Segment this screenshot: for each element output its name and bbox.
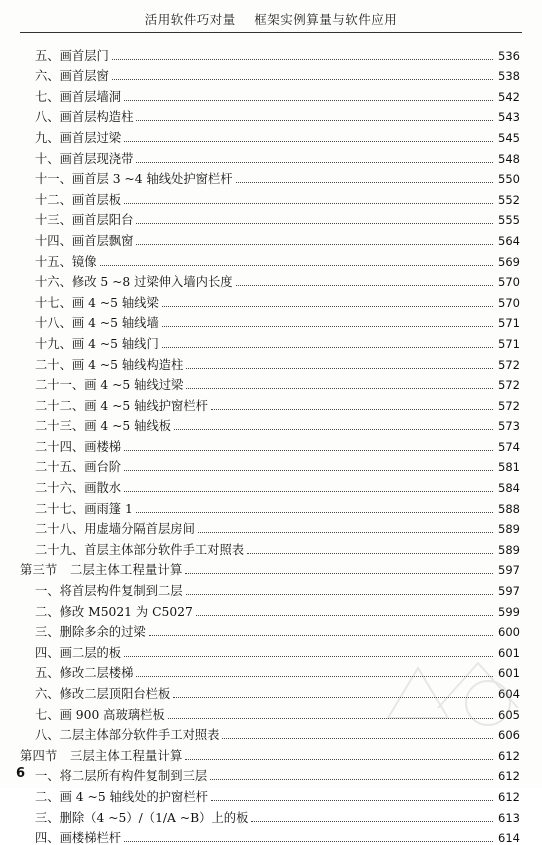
- toc-entry-title: 三、删除（4 ~5）/（1/A ~B）上的板: [35, 810, 249, 825]
- toc-entry-title: 四、画楼梯栏杆: [35, 831, 122, 845]
- toc-entry-page: 588: [498, 501, 520, 516]
- toc-entry: [0, 474, 542, 495]
- dot-leader: [185, 759, 493, 760]
- dot-leader: [247, 553, 493, 554]
- watermark-stamp: [378, 645, 528, 738]
- toc-entry-page: 584: [498, 481, 520, 496]
- toc-entry-title: 六、修改二层顶阳台栏板: [35, 687, 171, 701]
- toc-entry-title: 五、修改二层楼梯: [35, 666, 134, 681]
- toc-entry-title: 二十三、画 4 ~5 轴线板: [35, 419, 172, 434]
- dot-leader: [162, 306, 493, 307]
- toc-entry: [0, 166, 542, 187]
- dot-leader: [112, 79, 493, 80]
- toc-entry-title: 四、画二层的板: [35, 645, 122, 660]
- dot-leader: [186, 388, 493, 389]
- dot-leader: [124, 841, 493, 842]
- dot-leader: [174, 429, 493, 430]
- toc-entry-page: 543: [498, 110, 520, 125]
- toc-entry: [0, 372, 542, 393]
- toc-entry-title: 十五、镜像: [35, 254, 97, 269]
- dot-leader: [100, 265, 494, 266]
- toc-entry-page: 601: [498, 666, 520, 681]
- toc-entry-title: 二十、画 4 ~5 轴线构造柱: [35, 357, 184, 372]
- toc-entry-page: 564: [498, 233, 520, 248]
- toc-entry-title: 七、画 900 高玻璃栏板: [35, 707, 165, 722]
- toc-entry: [0, 310, 542, 331]
- toc-entry-page: 600: [498, 625, 520, 640]
- toc-entry-page: 536: [498, 48, 520, 63]
- toc-entry-title: 十一、画首层 3 ~4 轴线处护窗栏杆: [35, 172, 233, 187]
- dot-leader: [124, 100, 493, 101]
- toc-entry: [0, 207, 542, 228]
- toc-entry: [0, 186, 542, 207]
- toc-entry-title: 第四节 三层主体工程量计算: [20, 748, 183, 763]
- toc-entry-page: 574: [498, 439, 520, 454]
- toc-entry: [0, 269, 542, 290]
- toc-entry-page: 613: [498, 810, 520, 825]
- toc-entry-page: 548: [498, 151, 520, 166]
- toc-entry-page: 606: [498, 728, 520, 743]
- toc-entry: [0, 227, 542, 248]
- toc-entry: [0, 783, 542, 804]
- toc-entry-page: 614: [498, 831, 520, 845]
- dot-leader: [211, 800, 493, 801]
- toc-entry-page: 612: [498, 769, 520, 784]
- toc-entry-title: 二十四、画楼梯: [35, 439, 122, 454]
- dot-leader: [149, 635, 493, 636]
- toc-entry-page: 604: [498, 687, 520, 701]
- running-header: [0, 10, 542, 28]
- toc-entry-title: 二十二、画 4 ~5 轴线护窗栏杆: [35, 398, 208, 413]
- toc-entry-page: 569: [498, 254, 520, 269]
- toc-entry: [0, 619, 542, 640]
- toc-entry: [0, 42, 542, 63]
- toc-entry-title: 十九、画 4 ~5 轴线门: [35, 336, 159, 351]
- dot-leader: [124, 141, 493, 142]
- toc-entry-title: 二、修改 M5021 为 C5027: [35, 604, 193, 619]
- dot-leader: [112, 59, 493, 60]
- toc-entry-title: 十二、画首层板: [35, 192, 122, 207]
- toc-entry: [0, 104, 542, 125]
- toc-entry-page: 573: [498, 419, 520, 434]
- dot-leader: [136, 223, 493, 224]
- toc-entry-title: 一、将首层构件复制到二层: [35, 584, 183, 599]
- toc-entry: [0, 495, 542, 516]
- toc-entry-title: 七、画首层墙洞: [35, 89, 122, 104]
- toc-entry: [0, 577, 542, 598]
- toc-entry-page: 599: [498, 604, 520, 619]
- toc-entry-title: 二十六、画散水: [35, 481, 122, 496]
- toc-entry-page: 552: [498, 192, 520, 207]
- toc-entry-title: 二十七、画雨篷 1: [35, 501, 133, 516]
- toc-entry-page: 601: [498, 645, 520, 660]
- toc-entry-title: 六、画首层窗: [35, 69, 109, 84]
- toc-entry: [0, 289, 542, 310]
- header-right-title: 框架实例算量与软件应用: [254, 12, 398, 27]
- toc-entry: [0, 392, 542, 413]
- toc-entry: [0, 330, 542, 351]
- toc-entry-page: 581: [498, 460, 520, 475]
- dot-leader: [186, 594, 493, 595]
- dot-leader: [136, 244, 493, 245]
- toc-entry-title: 一、将二层所有构件复制到三层: [35, 769, 208, 784]
- toc-entry-title: 十六、修改 5 ~8 过梁伸入墙内长度: [35, 275, 233, 290]
- dot-leader: [196, 615, 493, 616]
- header-rule: [20, 32, 522, 33]
- toc-entry-page: 542: [498, 89, 520, 104]
- toc-entry-page: 570: [498, 295, 520, 310]
- toc-entry-title: 八、二层主体部分软件手工对照表: [35, 728, 220, 743]
- toc-entry: [0, 598, 542, 619]
- toc-entry: [0, 413, 542, 434]
- toc-section-heading: [0, 557, 542, 578]
- toc-entry: [0, 124, 542, 145]
- toc-entry-page: 605: [498, 707, 520, 722]
- page-number: 6: [16, 766, 26, 781]
- toc-entry-page: 572: [498, 378, 520, 393]
- toc-entry-page: 538: [498, 69, 520, 84]
- dot-leader: [124, 450, 493, 451]
- toc-entry-title: 二十一、画 4 ~5 轴线过梁: [35, 378, 184, 393]
- toc-entry-page: 589: [498, 542, 520, 557]
- toc-entry: [0, 145, 542, 166]
- toc-entry-title: 八、画首层构造柱: [35, 110, 134, 125]
- dot-leader: [236, 182, 493, 183]
- toc-entry-title: 第三节 二层主体工程量计算: [20, 563, 183, 578]
- header-left-title: 活用软件巧对量: [144, 12, 236, 27]
- dot-leader: [236, 285, 493, 286]
- toc-entry-title: 十七、画 4 ~5 轴线梁: [35, 295, 159, 310]
- toc-entry: [0, 83, 542, 104]
- dot-leader: [162, 347, 493, 348]
- dot-leader: [222, 738, 493, 739]
- toc-entry-page: 572: [498, 357, 520, 372]
- toc-entry-page: 612: [498, 748, 520, 763]
- toc-entry-title: 十三、画首层阳台: [35, 213, 134, 228]
- toc-entry-page: 589: [498, 522, 520, 537]
- dot-leader: [136, 162, 493, 163]
- toc-entry-page: 572: [498, 398, 520, 413]
- dot-leader: [124, 470, 493, 471]
- toc-entry: [0, 433, 542, 454]
- dot-leader: [136, 512, 493, 513]
- toc-entry-title: 九、画首层过梁: [35, 130, 122, 145]
- toc-entry: [0, 825, 542, 845]
- toc-entry-title: 十、画首层现浇带: [35, 151, 134, 166]
- toc-entry: [0, 763, 542, 784]
- toc-entry-page: 597: [498, 563, 520, 578]
- toc-entry-page: 571: [498, 336, 520, 351]
- dot-leader: [124, 491, 493, 492]
- toc-entry-title: 二十八、用虚墙分隔首层房间: [35, 522, 195, 537]
- dot-leader: [136, 120, 493, 121]
- toc-entry: [0, 248, 542, 269]
- toc-entry-page: 612: [498, 789, 520, 804]
- dot-leader: [251, 821, 493, 822]
- toc-entry: [0, 351, 542, 372]
- toc-entry: [0, 804, 542, 825]
- toc-entry-title: 三、删除多余的过梁: [35, 625, 146, 640]
- toc-entry-title: 二十五、画台阶: [35, 460, 122, 475]
- dot-leader: [185, 573, 493, 574]
- dot-leader: [198, 532, 493, 533]
- toc-entry-title: 十四、画首层飘窗: [35, 233, 134, 248]
- toc-entry-title: 二十九、首层主体部分软件手工对照表: [35, 542, 245, 557]
- toc-entry: [0, 63, 542, 84]
- toc-entry-title: 十八、画 4 ~5 轴线墙: [35, 316, 159, 331]
- dot-leader: [186, 368, 493, 369]
- toc-entry-page: 550: [498, 172, 520, 187]
- toc-entry-page: 545: [498, 130, 520, 145]
- dot-leader: [162, 326, 493, 327]
- dot-leader: [210, 779, 493, 780]
- toc-entry-page: 555: [498, 213, 520, 228]
- toc-entry-page: 570: [498, 275, 520, 290]
- toc-entry: [0, 536, 542, 557]
- toc-entry-title: 五、画首层门: [35, 48, 109, 63]
- toc-entry: [0, 516, 542, 537]
- toc-entry-page: 571: [498, 316, 520, 331]
- toc-entry: [0, 454, 542, 475]
- dot-leader: [211, 409, 493, 410]
- toc-entry-title: 二、画 4 ~5 轴线处的护窗栏杆: [35, 789, 208, 804]
- toc-entry-page: 597: [498, 584, 520, 599]
- dot-leader: [124, 203, 493, 204]
- toc-section-heading: [0, 742, 542, 763]
